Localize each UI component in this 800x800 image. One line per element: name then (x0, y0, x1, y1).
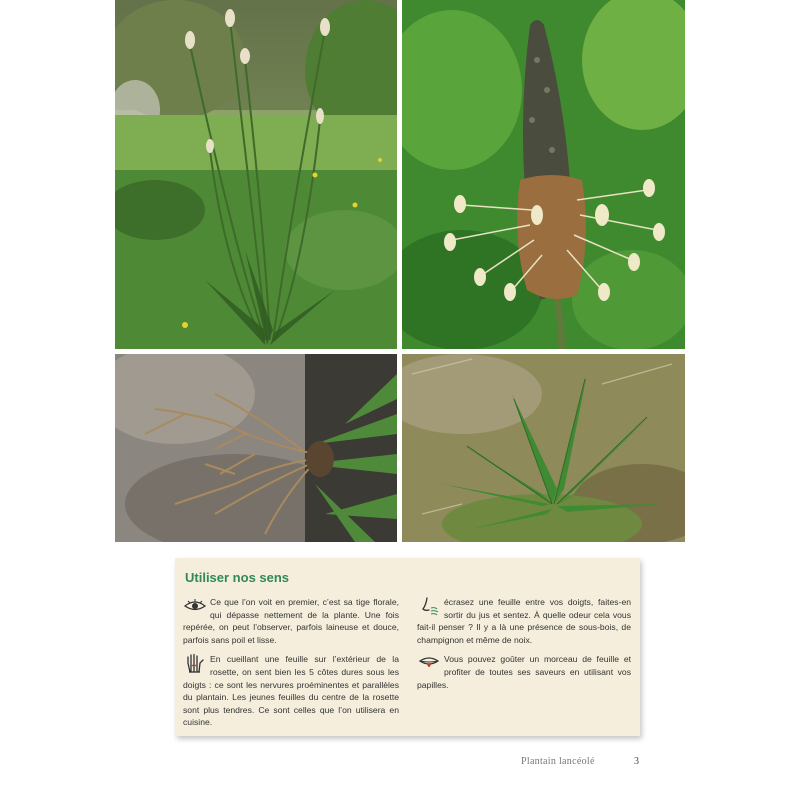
touch-text: En cueillant une feuille sur l’extérieur de la rosette, on sent bien les 5 côtes dures sous les doigts : ce sont les nervures proéminentes et parallèles du plantain. Les jeunes feuilles du centre de la rosette sont plus tendres. Ce sont celles que l’on utilisera en cuisine. (183, 654, 399, 728)
left-column (183, 596, 399, 736)
plantain-roots-photo (115, 354, 397, 542)
taste-text: Vous pouvez goûter un morceau de feuille et profiter de toutes ses saveurs en utilisant vos papilles. (417, 654, 631, 690)
sight-paragraph (183, 596, 399, 646)
touch-paragraph (183, 653, 399, 729)
box-title: Utiliser nos sens (185, 570, 290, 585)
nose-icon (417, 596, 441, 616)
taste-paragraph (417, 653, 631, 691)
running-footer-title: Plantain lancéolé (521, 756, 595, 767)
plantain-meadow-photo (115, 0, 397, 349)
senses-box (175, 558, 640, 736)
plantain-rosette-photo (402, 354, 685, 542)
smell-text: écrasez une feuille entre vos doigts, faites-en sortir du jus et sentez. À quelle odeur cela vous fait-il penser ? Il y a là une présence de sous-bois, de champignon et même de noix. (417, 597, 631, 645)
hand-icon (183, 653, 207, 673)
sight-text: Ce que l’on voit en premier, c’est sa tige florale, qui dépasse nettement de la plante. Une fois repérée, on peut l’observer, parfois laineuse et douce, parfois sans poil et lisse. (183, 597, 399, 645)
page-number: 3 (634, 756, 639, 767)
mouth-icon (417, 653, 441, 673)
right-column (417, 596, 631, 698)
plantain-flower-spike-photo (402, 0, 685, 349)
eye-icon (183, 596, 207, 616)
smell-paragraph (417, 596, 631, 646)
